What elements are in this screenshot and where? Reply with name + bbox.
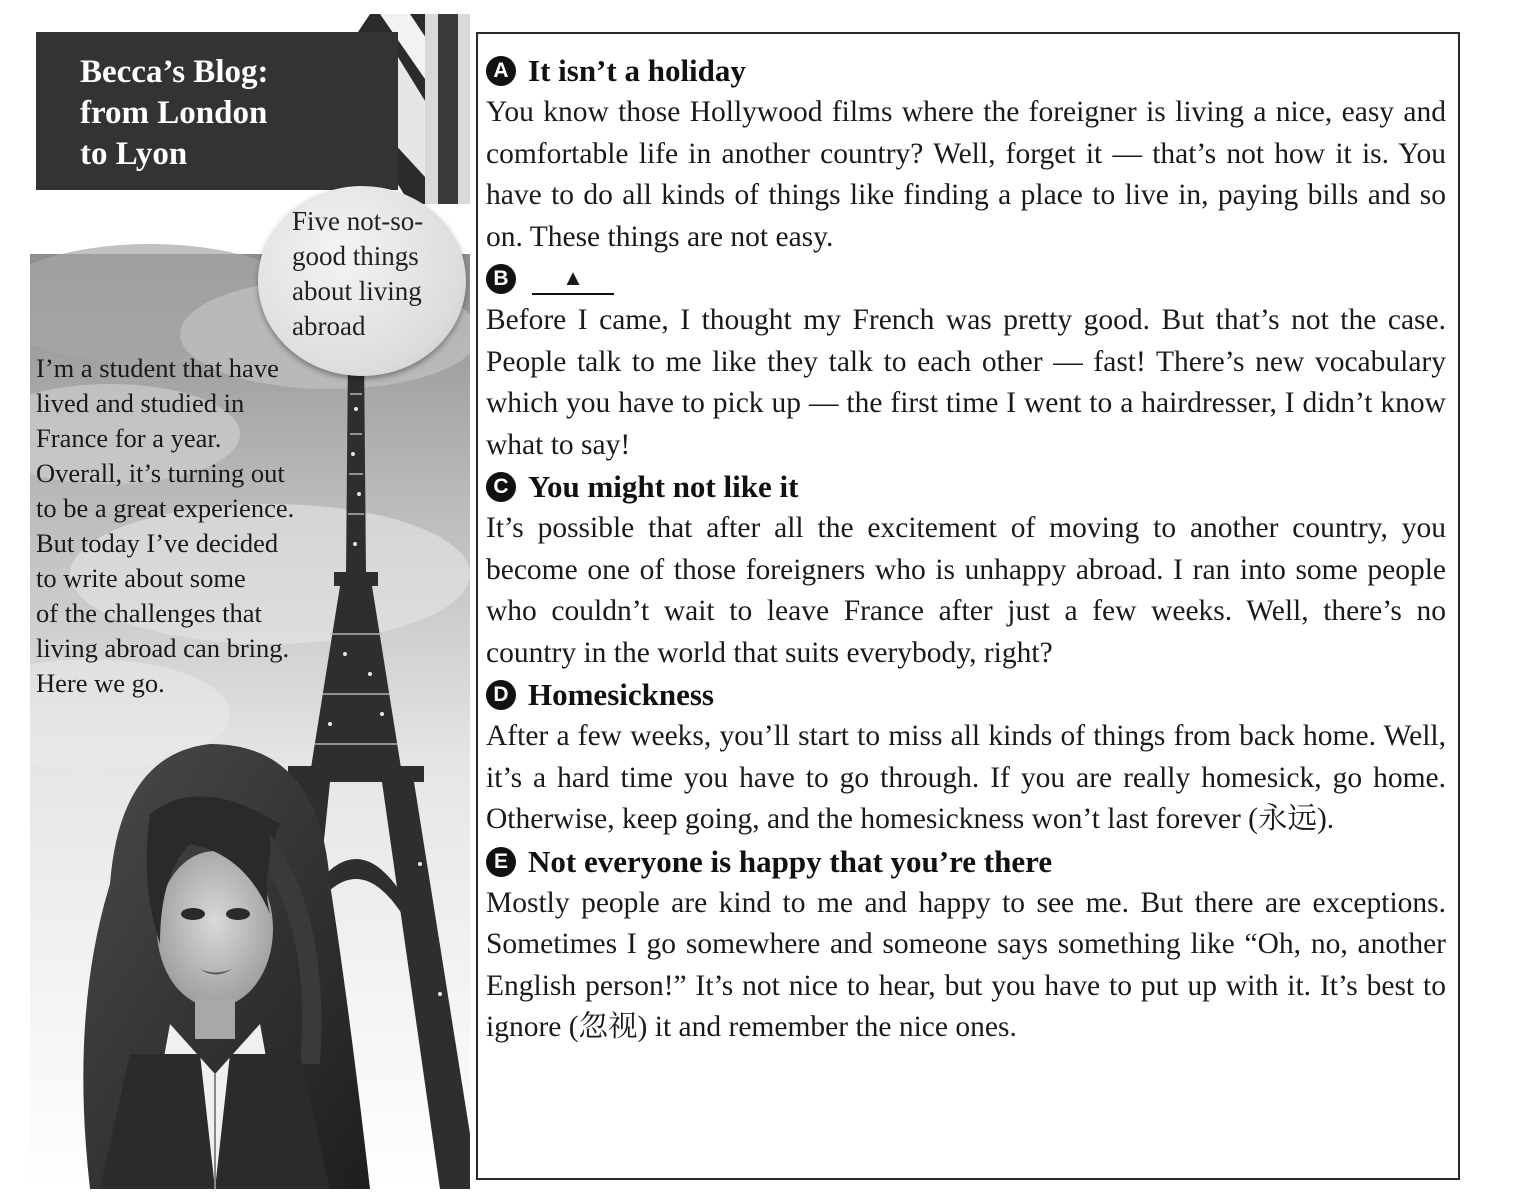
section-body: After a few weeks, you’ll start to miss all kinds of things from back home. Well, it’s a hard time you have to go through. If you are really homesick, go home. Otherwise, keep going, and the homesickness won’t last forever (永远). — [486, 720, 1446, 835]
section-c — [486, 466, 1446, 674]
letter-badge-d: D — [486, 680, 516, 710]
section-title: Not everyone is happy that you’re there — [528, 843, 1053, 879]
topic-badge-text: Five not-so- good things about living abroad — [292, 206, 424, 341]
section-title: It isn’t a holiday — [528, 53, 746, 88]
section-d — [486, 674, 1446, 841]
section-heading — [486, 841, 1446, 883]
section-b — [486, 258, 1446, 466]
blog-sidebar — [30, 14, 470, 1189]
blog-title: Becca’s Blog: from London to Lyon — [80, 54, 269, 172]
section-a — [486, 50, 1446, 258]
letter-badge-c: C — [486, 472, 516, 502]
section-body: It’s possible that after all the excitement of moving to another country, you become one of those foreigners who is unhappy abroad. I ran into some people who couldn’t wait to leave France after just a few weeks. Well, there’s no country in the world that suits everybody, right? — [486, 512, 1446, 669]
section-heading — [486, 674, 1446, 716]
letter-badge-e: E — [486, 847, 516, 877]
section-title: Homesickness — [528, 677, 714, 712]
section-e — [486, 841, 1446, 1049]
section-body: You know those Hollywood films where the foreigner is living a nice, easy and comfortable life in another country? Well, forget it — that’s not how it is. You have to do all kinds of things like finding a place to live in, paying bills and so on. These things are not easy. — [486, 96, 1446, 253]
topic-badge — [258, 186, 466, 376]
section-heading — [486, 466, 1446, 508]
blog-intro: I’m a student that have lived and studied in France for a year. Overall, it’s turning out to be a great experience. But today I’ve decided to write about some of the challenges that living abroad can bring. Here we go. — [36, 353, 295, 698]
section-body: Before I came, I thought my French was pretty good. But that’s not the case. People talk to me like they talk to each other — fast! There’s new vocabulary which you have to pick up — the first time I went to a hairdresser, I didn’t know what to say! — [486, 304, 1446, 461]
blank-triangle-marker: ▲ — [532, 263, 614, 295]
section-heading — [486, 258, 1446, 300]
letter-badge-a: A — [486, 56, 516, 86]
letter-badge-b: B — [486, 264, 516, 294]
section-body: Mostly people are kind to me and happy to see me. But there are exceptions. Sometimes I go somewhere and someone says something like “Oh, no, another English person!” It’s not nice to hear, but you have to put up with it. It’s best to ignore (忽视) it and remember the nice ones. — [486, 886, 1446, 1043]
article-box — [476, 32, 1460, 1180]
section-heading — [486, 50, 1446, 92]
section-title: You might not like it — [528, 469, 799, 504]
